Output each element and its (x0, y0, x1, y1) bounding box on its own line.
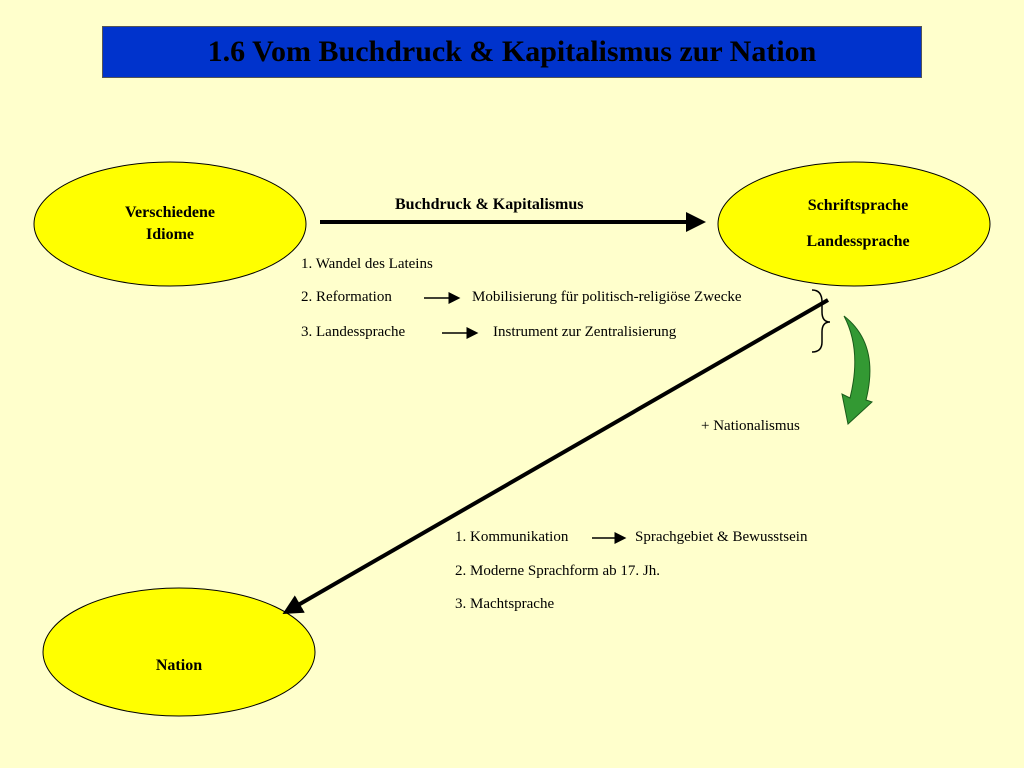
node-schriftsprache (722, 162, 994, 286)
lower-item-1-right: Sprachgebiet & Bewusstsein (635, 529, 808, 545)
upper-item-3-left: 3. Landessprache (301, 324, 406, 340)
upper-item-3-right: Instrument zur Zentralisierung (493, 324, 677, 340)
upper-item-2-left: 2. Reformation (301, 289, 392, 305)
lower-item-3: 3. Machtsprache (455, 596, 555, 612)
upper-item-2-right: Mobilisierung für politisch-religiöse Zwecke (472, 289, 742, 305)
nationalismus-label: + Nationalismus (701, 418, 800, 434)
page-title: 1.6 Vom Buchdruck & Kapitalismus zur Nation (207, 35, 817, 68)
node-idiome-line2: Idiome (146, 226, 194, 243)
lower-item-2: 2. Moderne Sprachform ab 17. Jh. (455, 563, 660, 579)
node-verschiedene-idiome (34, 162, 306, 286)
node-nation-label: Nation (155, 657, 203, 674)
lower-item-1-left: 1. Kommunikation (455, 529, 569, 545)
node-schrift-line2: Landessprache (806, 233, 910, 250)
curved-green-arrow (842, 316, 872, 424)
node-nation (43, 588, 315, 744)
node-schrift-line1: Schriftsprache (807, 197, 909, 214)
arrow-label-buchdruck: Buchdruck & Kapitalismus (395, 196, 584, 213)
upper-item-1: 1. Wandel des Lateins (301, 256, 433, 272)
node-idiome-line1: Verschiedene (124, 204, 216, 221)
